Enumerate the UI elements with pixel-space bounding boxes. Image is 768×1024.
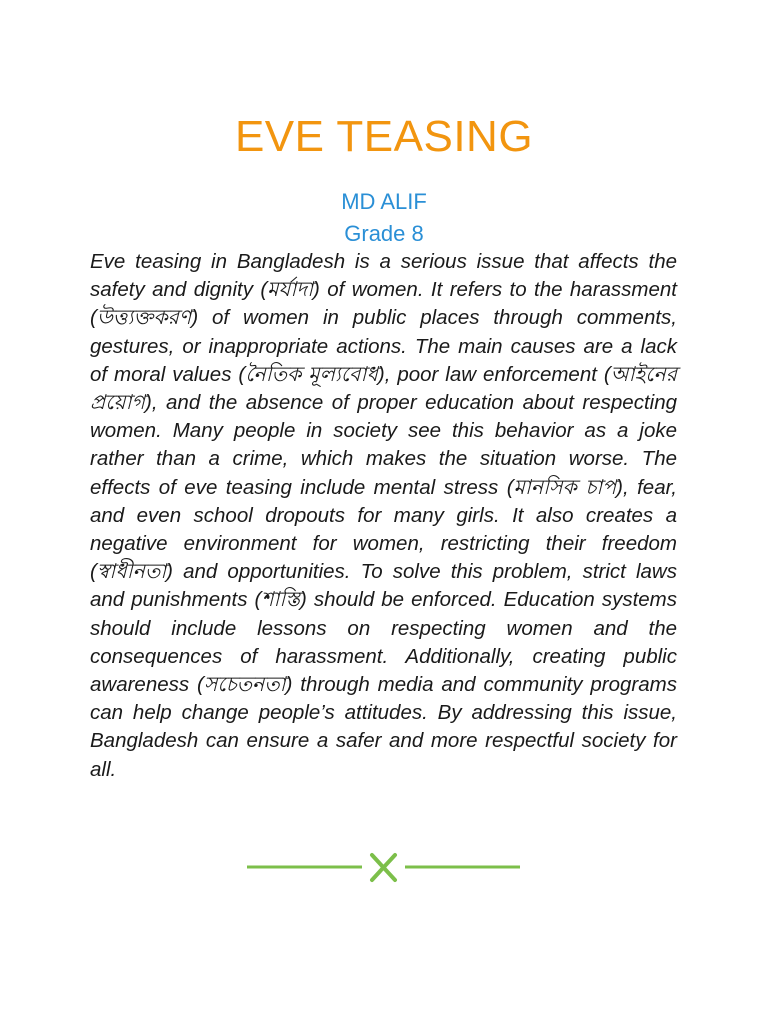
- ornament-divider: [247, 848, 520, 888]
- author-grade: Grade 8: [344, 221, 424, 246]
- essay-body: Eve teasing in Bangladesh is a serious issue that affects the safety and dignity (মর্যাদা) of women. It refers to the harassment (উত্ত্যক্তকরণ) of women in public places through comments, gestures, or inappropriate actions. The main causes are a lack of moral values (নৈতিক মূল্যবোধ), poor law enforcement (আইনের প্রয়োগ), and the absence of proper education about respecting women. Many people in society see this behavior as a joke rather than a crime, which makes the situation worse. The effects of eve teasing include mental stress (মানসিক চাপ), fear, and even school dropouts for many girls. It also creates a negative environment for women, restricting their freedom (স্বাধীনতা) and opportunities. To solve this problem, strict laws and punishments (শাস্তি) should be enforced. Education systems should include lessons on respecting women and the consequences of harassment. Additionally, creating public awareness (সচেতনতা) through media and community programs can help change people’s attitudes. By addressing this issue, Bangladesh can ensure a safer and more respectful society for all.: [90, 250, 677, 781]
- document-title: EVE TEASING: [234, 112, 534, 161]
- author-name: MD ALIF: [341, 189, 427, 214]
- author-block: [0, 186, 768, 250]
